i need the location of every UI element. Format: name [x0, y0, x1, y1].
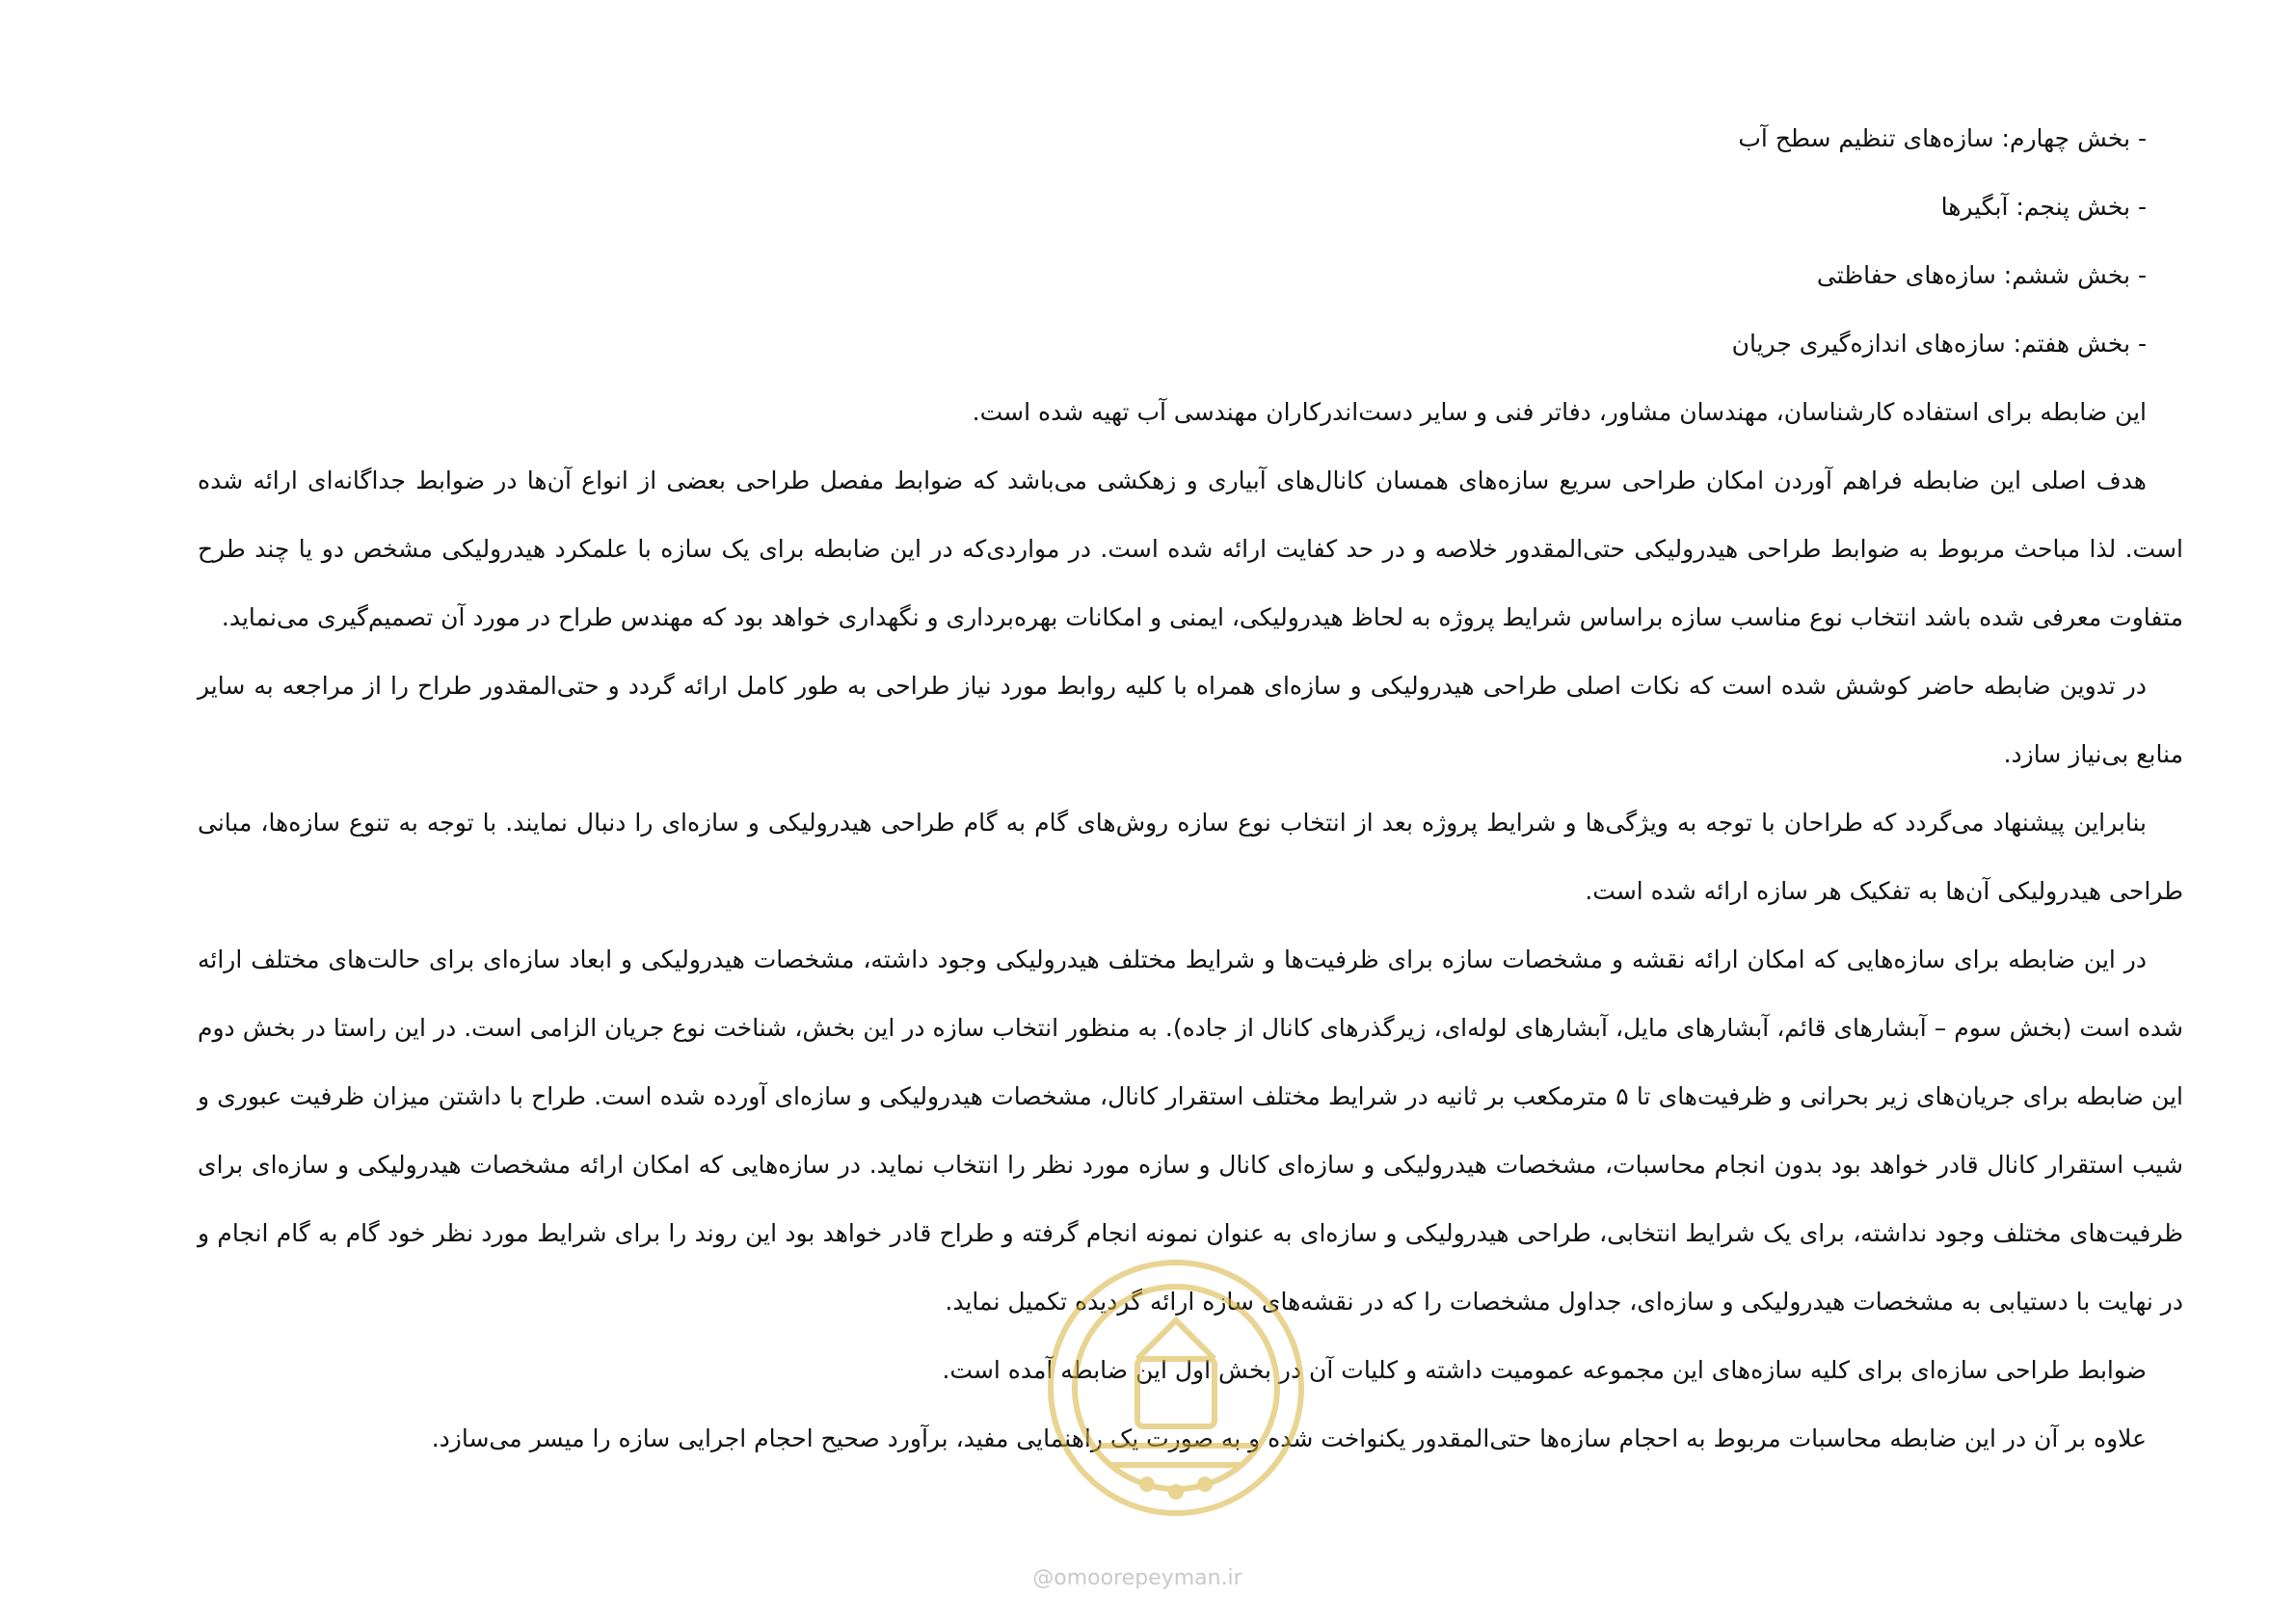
compilation-paragraph: در تدوین ضابطه حاضر کوشش شده است که نکات اصلی طراحی هیدرولیکی و سازه‌ای همراه با کلیه روابط مورد نیاز طراحی به طور کامل ارائه گردد و حتی‌المقدور طراح را از مراجعه به سایر منابع بی‌نیاز سازد.: [198, 672, 2183, 768]
watermark-url: @omoorepeyman.ir: [1032, 1566, 1242, 1590]
section-list-item: - بخش ششم: سازه‌های حفاظتی: [1816, 261, 2147, 289]
structural-criteria-paragraph: ضوابط طراحی سازه‌ای برای کلیه سازه‌های این مجموعه عمومیت داشته و کلیات آن در بخش اول این ضابطه آمده است.: [942, 1356, 2147, 1384]
structures-paragraph: در این ضابطه برای سازه‌هایی که امکان ارائه نقشه و مشخصات سازه برای ظرفیت‌ها و شرایط مختلف هیدرولیکی وجود داشته، مشخصات هیدرولیکی و ابعاد سازه‌ای برای حالت‌های مختلف ارائه شده است (بخش سوم – آبشارهای قائم، آبشارهای مایل، آبشارهای لوله‌ای، زیرگذرهای کانال از جاده). به منظور انتخاب سازه در این بخش، شناخت نوع جریان الزامی است. در این راستا در بخش دوم این ضابطه برای جریان‌های زیر بحرانی و ظرفیت‌های تا ۵ مترمکعب بر ثانیه در شرایط مختلف استقرار کانال، مشخصات هیدرولیکی و سازه‌ای آورده شده است. طراح با داشتن میزان ظرفیت عبوری و شیب استقرار کانال قادر خواهد بود بدون انجام محاسبات، مشخصات هیدرولیکی و سازه‌ای کانال و سازه مورد نظر را انتخاب نماید. در سازه‌هایی که امکان ارائه مشخصات هیدرولیکی و سازه‌ای برای ظرفیت‌های مختلف وجود نداشته، برای یک شرایط انتخابی، طراحی هیدرولیکی و سازه‌ای به عنوان نمونه انجام گرفته و طراح قادر خواهد بود این روند را برای شرایط مورد نظر خود گام به گام انجام و در نهایت با دستیابی به مشخصات هیدرولیکی و سازه‌ای، جداول مشخصات را که در نقشه‌های سازه ارائه گردیده تکمیل نماید.: [198, 945, 2183, 1316]
volumes-paragraph: علاوه بر آن در این ضابطه محاسبات مربوط به احجام سازه‌ها حتی‌المقدور یکنواخت شده و به صورت یک راهنمایی مفید، برآورد صحیح احجام اجرایی سازه را میسر می‌سازد.: [431, 1424, 2147, 1452]
section-list-item: - بخش هفتم: سازه‌های اندازه‌گیری جریان: [1731, 330, 2147, 358]
watermark-logo-icon: [1031, 1243, 1321, 1532]
section-list-item: - بخش چهارم: سازه‌های تنظیم سطح آب: [1738, 124, 2147, 152]
purpose-paragraph: هدف اصلی این ضابطه فراهم آوردن امکان طراحی سریع سازه‌های همسان کانال‌های آبیاری و زهکشی می‌باشد که ضوابط مفصل طراحی بعضی از انواع آن‌ها در ضوابط جداگانه‌ای ارائه شده است. لذا مباحث مربوط به ضوابط طراحی هیدرولیکی حتی‌المقدور خلاصه و در حد کفایت ارائه شده است. در مواردی‌که در این ضابطه برای یک سازه با علمکرد هیدرولیکی مشخص دو یا چند طرح متفاوت معرفی شده باشد انتخاب نوع مناسب سازه براساس شرایط پروژه به لحاظ هیدرولیکی، ایمنی و امکانات بهره‌برداری و نگهداری خواهد بود که مهندس طراح در مورد آن تصمیم‌گیری می‌نماید.: [198, 466, 2183, 631]
section-list-item: - بخش پنجم: آبگیرها: [1940, 193, 2147, 221]
audience-paragraph: این ضابطه برای استفاده کارشناسان، مهندسان مشاور، دفاتر فنی و سایر دست‌اندرکاران مهندسی آب تهیه شده است.: [972, 398, 2147, 426]
recommendation-paragraph: بنابراین پیشنهاد می‌گردد که طراحان با توجه به ویژگی‌ها و شرایط پروژه بعد از انتخاب نوع سازه روش‌های گام به گام طراحی هیدرولیکی و سازه‌ای را دنبال نمایند. با توجه به تنوع سازه‌ها، مبانی طراحی هیدرولیکی آن‌ها به تفکیک هر سازه ارائه شده است.: [198, 809, 2183, 905]
